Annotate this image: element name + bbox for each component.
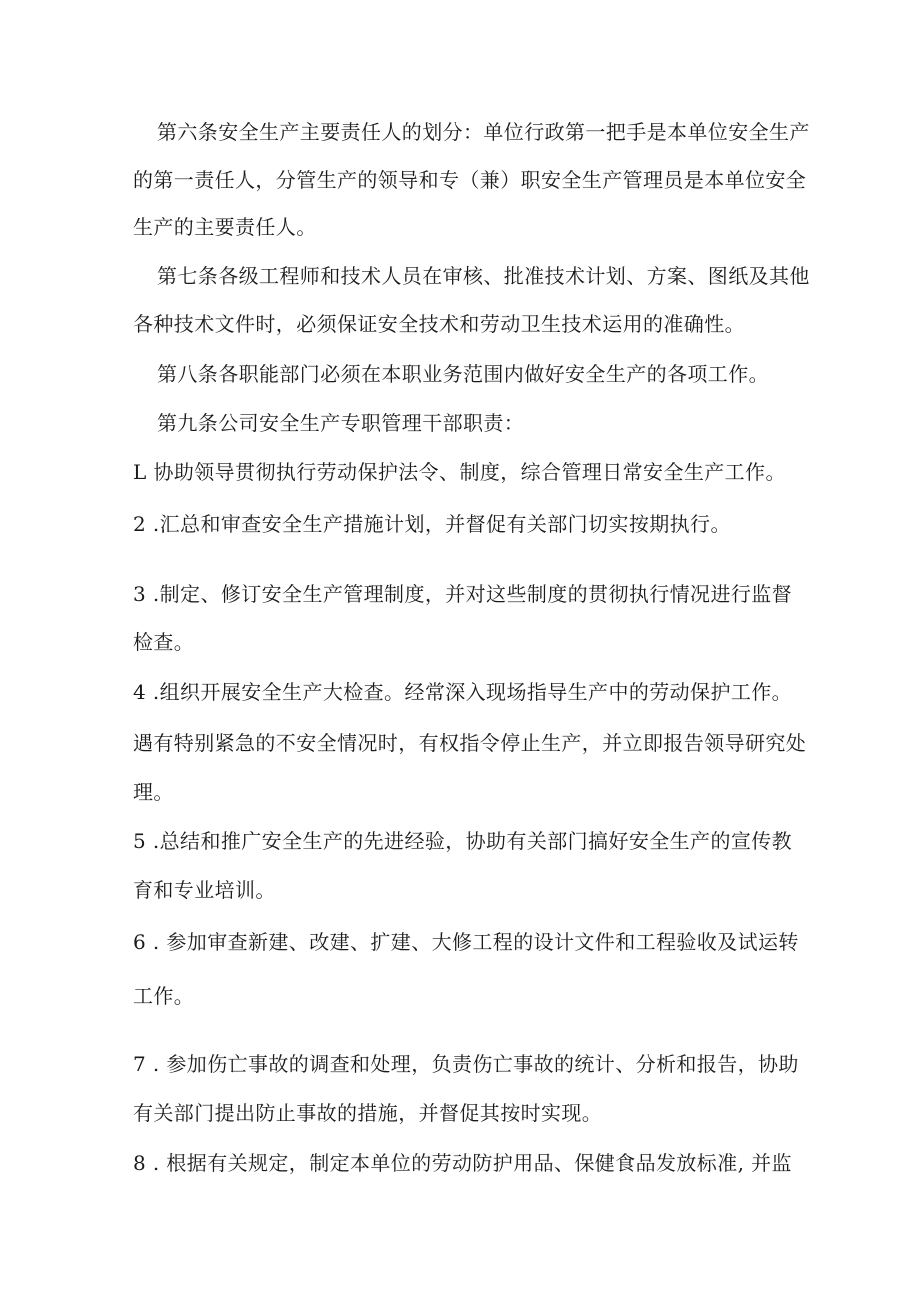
duty-6-line-2: 工作。 (133, 984, 195, 1008)
article-6-line-2: 的第一责任人，分管生产的领导和专（兼）职安全生产管理员是本单位安全 (133, 168, 807, 192)
duty-3-line-2: 检查。 (133, 630, 195, 654)
article-8-line-1: 第八条各职能部门必须在本职业务范围内做好安全生产的各项工作。 (157, 362, 769, 386)
duty-2-line-1: 2 .汇总和审查安全生产措施计划，并督促有关部门切实按期执行。 (133, 512, 731, 536)
duty-4-line-1: 4 .组织开展安全生产大检查。经常深入现场指导生产中的劳动保护工作。 (133, 680, 793, 704)
duty-6-line-1: 6 . 参加审查新建、改建、扩建、大修工程的设计文件和工程验收及试运转 (133, 930, 799, 954)
duty-1-line-1: L 协助领导贯彻执行劳动保护法令、制度，综合管理日常安全生产工作。 (133, 460, 786, 484)
article-7-line-1: 第七条各级工程师和技术人员在审核、批准技术计划、方案、图纸及其他 (157, 264, 810, 288)
duty-7-line-2: 有关部门提出防止事故的措施，并督促其按时实现。 (133, 1101, 603, 1125)
duty-4-line-3: 理。 (133, 780, 174, 804)
article-6-line-3: 生产的主要责任人。 (133, 215, 317, 239)
duty-8-line-1: 8 . 根据有关规定，制定本单位的劳动防护用品、保健食品发放标准, 并监 (133, 1151, 792, 1175)
duty-4-line-2: 遇有特别紧急的不安全情况时，有权指令停止生产，并立即报告领导研究处 (133, 731, 807, 755)
article-7-line-2: 各种技术文件时，必须保证安全技术和劳动卫生技术运用的准确性。 (133, 312, 745, 336)
duty-7-line-1: 7 . 参加伤亡事故的调查和处理，负责伤亡事故的统计、分析和报告，协助 (133, 1052, 799, 1076)
duty-5-line-1: 5 .总结和推广安全生产的先进经验，协助有关部门搞好安全生产的宣传教 (133, 829, 793, 853)
duty-3-line-1: 3 .制定、修订安全生产管理制度，并对这些制度的贯彻执行情况进行监督 (133, 582, 793, 606)
duty-5-line-2: 育和专业培训。 (133, 878, 276, 902)
article-6-line-1: 第六条安全生产主要责任人的划分：单位行政第一把手是本单位安全生产 (157, 120, 810, 144)
article-9-heading: 第九条公司安全生产专职管理干部职责： (157, 411, 525, 435)
